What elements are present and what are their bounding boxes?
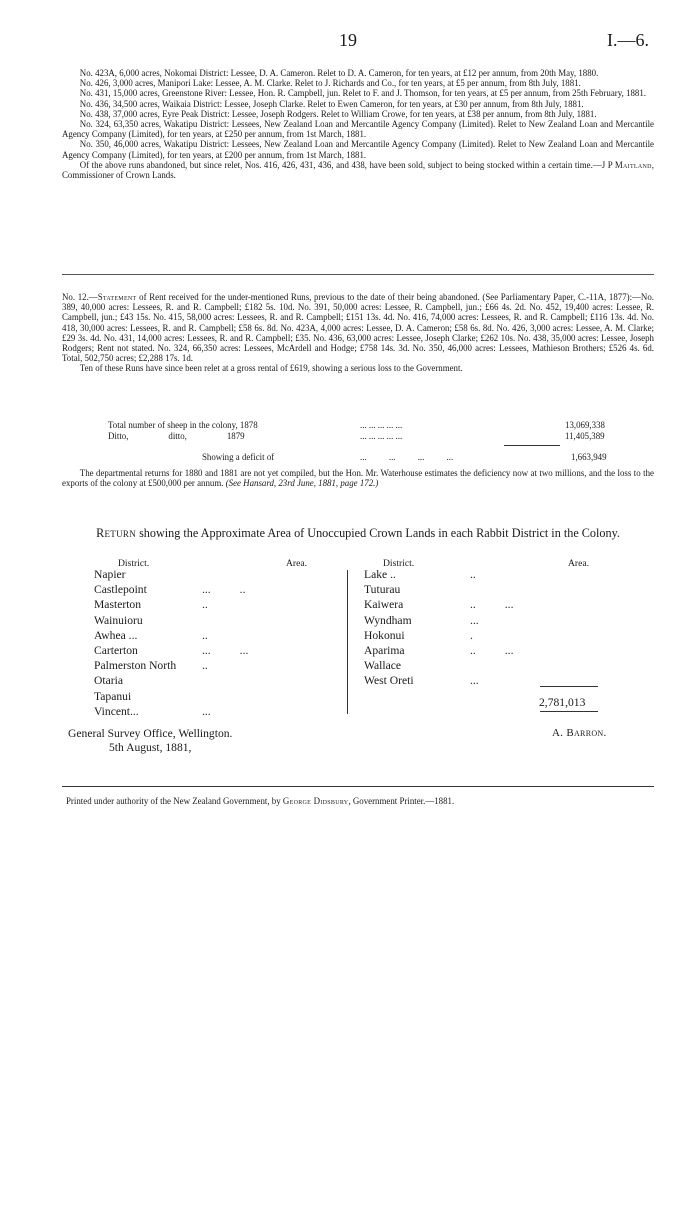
paragraph-run-423a: No. 423A, 6,000 acres, Nokomai District: Lessee, D. A. Cameron. Relet to D. A. Cameron, for ten years, at £12 per annum, from 20th May, 1880.	[79, 68, 599, 78]
signature-name: A. Barron.	[552, 727, 607, 739]
sheep-1878-value: 13,069,338	[565, 420, 605, 430]
right-district-header: District.	[383, 558, 415, 569]
printer-imprint: Printed under authority of the New Zealand Government, by George Didsbury, Government Printer.—1881.	[66, 796, 455, 806]
paragraph-run-426: No. 426, 3,000 acres, Manipori Lake: Lessee, A. M. Clarke. Relet to J. Richards and Co., for ten years, at £5 per annum, from 8th July, 1881.	[79, 78, 581, 89]
signer-name: Maitland	[614, 159, 652, 170]
right-leader-dots: ...	[470, 613, 479, 627]
statement-heading: Statement	[97, 292, 137, 302]
left-district-name: Napier	[94, 568, 126, 581]
left-district-name: Awhea ...	[94, 628, 138, 642]
left-district-name: Carterton	[94, 644, 138, 657]
right-leader-dots: ...	[470, 674, 479, 688]
paragraph-abandoned-note: Of the above runs abandoned, but since relet, Nos. 416, 426, 431, 436, and 438, have been sold, subject to being stocked within a certain time.—J P Maitland, Commissioner of Crown Lands.	[62, 159, 654, 181]
sheep-sum-rule	[504, 445, 560, 446]
left-leader-dots: ..	[202, 628, 208, 642]
survey-office: General Survey Office, Wellington.	[68, 727, 233, 740]
return-table-title: Return showing the Approximate Area of Unoccupied Crown Lands in each Rabbit District in the Colony.	[96, 526, 620, 540]
right-district-name: Kaiwera	[364, 598, 404, 612]
paragraph-run-431: No. 431, 15,000 acres, Greenstone River: Lessee, Hon. R. Campbell, jun. Relet to F. and J. Thomson, for ten years, at £5 per annum, from 25th February, 1881.	[79, 88, 646, 99]
sheep-row-1879: Ditto, ditto, 1879 ... ... ... ... ... 11,405,389	[108, 431, 605, 441]
signature-date: 5th August, 1881,	[109, 741, 192, 754]
left-leader-dots: ..	[202, 598, 208, 612]
page-number: 19	[339, 30, 357, 50]
left-district-header: District.	[118, 558, 150, 569]
right-district-name: Wyndham	[364, 613, 412, 627]
footer-divider	[62, 786, 654, 787]
relet-loss-note: Ten of these Runs have since been relet at a gross rental of £619, showing a serious loss to the Government.	[79, 363, 463, 374]
total-rule-bottom	[540, 711, 598, 712]
right-leader-dots: .. ...	[470, 598, 514, 612]
left-district-name: Castlepoint	[94, 583, 147, 597]
left-district-name: Masterton	[94, 598, 142, 612]
section-divider	[62, 274, 654, 275]
right-district-name: Wallace	[364, 659, 402, 673]
table-total: 2,781,013	[539, 696, 586, 709]
returns-note-section	[62, 468, 654, 488]
right-leader-dots: .	[470, 628, 473, 642]
left-district-name: Tapanui	[94, 689, 132, 703]
right-district-name: West Oreti	[364, 674, 414, 688]
paragraph-run-350: No. 350, 46,000 acres, Wakatipu District: Lessees, New Zealand Loan and Mercantile Agency Company (Limited). Relet to New Zealand Loan and Mercantile Agency Company (Limited), for ten years, at £200 per annum, from 1st March, 1881.	[62, 139, 654, 160]
paragraph-run-324: No. 324, 63,350 acres, Wakatipu District: Lessees, New Zealand Loan and Mercantile Agency Company (Limited). Relet to New Zealand Loan and Mercantile Agency Company (Limited), for ten years, at £250 per annum, from 1st March, 1881.	[62, 119, 654, 140]
right-leader-dots: ..	[470, 568, 476, 581]
relet-runs-section	[62, 68, 654, 180]
sheep-deficit: Showing a deficit of ... ... ... ... 1,663,949	[202, 452, 607, 462]
right-district-name: Aparima	[364, 644, 405, 657]
rent-statement: No. 12.—Statement of Rent received for the under-mentioned Runs, previous to the date of their being abandoned. (See Parliamentary Paper, C.-11A, 1877):—No. 389, 40,000 acres: Lessees, R. and R. Campbell; £182 5s. 10d. No. 391, 50,000 acres: Lessee, R. Campbell, jun.; £66 4s. 2d. No. 452, 19,400 acres: Lessee, R. Campbell, jun.; £43 15s. No. 415, 58,000 acres: Lessees, R. and R. Campbell; £151 13s. 4d. No. 416, 74,000 acres: Lessees, R. and R. Campbell; £116 13s. 4d. No. 418, 30,000 acres: Lessees, R. and R. Campbell; £58 6s. 8d. No. 423A, 4,000 acres: Lessee, D. A. Cameron; £58 6s. 8d. No. 426, 3,000 acres: Lessee, A. M. Clarke; £29 3s. 4d. No. 431, 14,000 acres: Lessees, R. and R. Campbell; £35. No. 436, 63,000 acres: Lessee, Joseph Clarke; £262 10s. No. 438, 35,000 acres: Lessee, Joseph Rodgers; Rent not stated. No. 324, 66,350 acres: Lessees, McArdell and Hodge; £758 14s. 3d. No. 350, 46,000 acres: Lessees, Mathieson Brothers; £526 4s. 6d. Total, 502,750 acres; £2,288 17s. 1d.	[62, 292, 654, 364]
left-leader-dots: ... ..	[202, 583, 246, 597]
right-district-name: Hokonui	[364, 628, 405, 642]
right-leader-dots: .. ...	[470, 644, 514, 657]
document-reference: I.—6.	[607, 30, 649, 50]
paragraph-run-436: No. 436, 34,500 acres, Waikaia District: Lessee, Joseph Clarke. Relet to Ewen Cameron, for ten years, at £30 per annum, from 8th July, 1881.	[79, 98, 584, 109]
left-leader-dots: ..	[202, 659, 208, 673]
paragraph-run-438: No. 438, 37,000 acres, Eyre Peak District: Lessee, Joseph Rodgers. Relet to William Crowe, for ten years, at £38 per annum, from 8th July, 1881.	[79, 108, 597, 119]
right-area-header: Area.	[568, 558, 590, 569]
sheep-deficit-value: 1,663,949	[571, 452, 607, 462]
left-district-name: Palmerston North	[94, 659, 177, 673]
rent-statement-section	[62, 292, 654, 374]
returns-note: The departmental returns for 1880 and 1881 are not yet compiled, but the Hon. Mr. Waterhouse estimates the deficiency now at two millions, and the loss to the exports of the colony at £500,000 per annum. (See Hansard, 23rd June, 1881, page 172.)	[62, 468, 654, 489]
left-area-header: Area.	[286, 558, 308, 569]
left-district-name: Otaria	[94, 674, 123, 688]
table-column-divider	[347, 570, 348, 714]
sheep-figures	[62, 420, 654, 442]
right-district-name: Tuturau	[364, 583, 401, 597]
sheep-1879-value: 11,405,389	[565, 431, 605, 441]
sheep-row-1878: Total number of sheep in the colony, 1878 ... ... ... ... ... 13,069,338	[108, 420, 605, 430]
left-leader-dots: ...	[202, 704, 211, 718]
left-leader-dots: ... ...	[202, 644, 249, 657]
total-rule-top	[540, 686, 598, 687]
left-district-name: Wainuioru	[94, 613, 143, 627]
left-district-name: Vincent...	[94, 704, 139, 718]
right-district-name: Lake ..	[364, 568, 396, 581]
